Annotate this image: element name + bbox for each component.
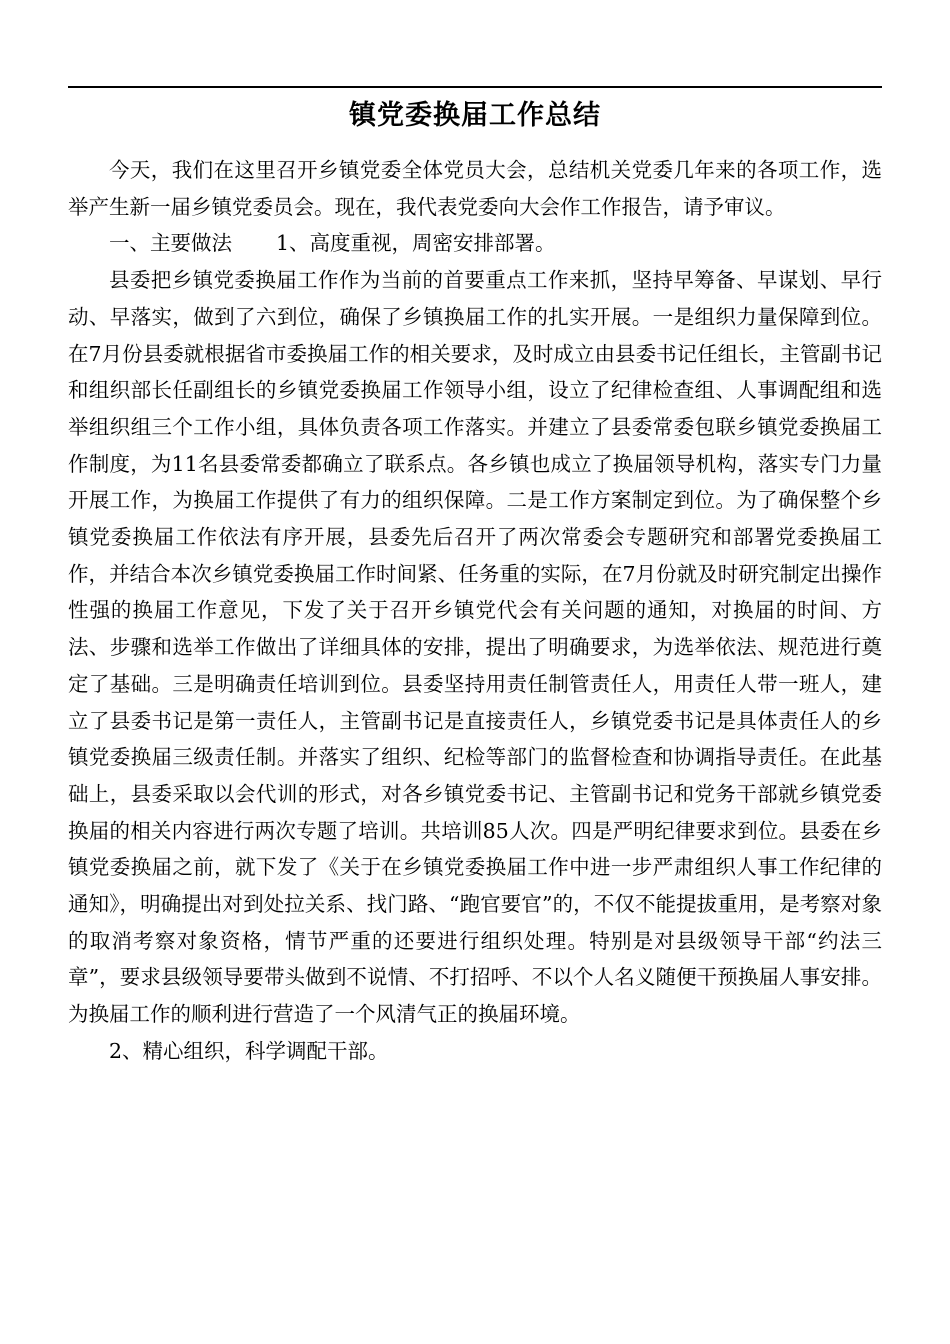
subsection1-heading: 1、高度重视，周密安排部署。 <box>276 231 556 256</box>
subsection2-heading: 2、精心组织，科学调配干部。 <box>109 1038 389 1063</box>
document-title: 镇党委换届工作总结 <box>349 100 601 131</box>
section1-heading: 一、主要做法 <box>109 231 232 256</box>
section-heading-line <box>68 225 882 262</box>
document-body <box>68 150 882 1070</box>
header-rule <box>68 86 882 88</box>
intro-paragraph: 今天，我们在这里召开乡镇党委全体党员大会，总结机关党委几年来的各项工作，选举产生新一届乡镇党委员会。现在，我代表党委向大会作工作报告，请予审议。 <box>68 158 882 219</box>
body-paragraph: 县委把乡镇党委换届工作作为当前的首要重点工作来抓，坚持早筹备、早谋划、早行动、早落实，做到了六到位，确保了乡镇换届工作的扎实开展。一是组织力量保障到位。在7月份县委就根据省市委换届工作的相关要求，及时成立由县委书记任组长，主管副书记和组织部长任副组长的乡镇党委换届工作领导小组，设立了纪律检查组、人事调配组和选举组织组三个工作小组，具体负责各项工作落实。并建立了县委常委包联乡镇党委换届工作制度，为11名县委常委都确立了联系点。各乡镇也成立了换届领导机构，落实专门力量开展工作，为换届工作提供了有力的组织保障。二是工作方案制定到位。为了确保整个乡镇党委换届工作依法有序开展，县委先后召开了两次常委会专题研究和部署党委换届工作，并结合本次乡镇党委换届工作时间紧、任务重的实际，在7月份就及时研究制定出操作性强的换届工作意见，下发了关于召开乡镇党代会有关问题的通知，对换届的时间、方法、步骤和选举工作做出了详细具体的安排，提出了明确要求，为选举依法、规范进行奠定了基础。三是明确责任培训到位。县委坚持用责任制管责任人，用责任人带一班人，建立了县委书记是第一责任人，主管副书记是直接责任人，乡镇党委书记是具体责任人的乡镇党委换届三级责任制。并落实了组织、纪检等部门的监督检查和协调指导责任。在此基础上，县委采取以会代训的形式，对各乡镇党委书记、主管副书记和党务干部就乡镇党委换届的相关内容进行两次专题了培训。共培训85人次。四是严明纪律要求到位。县委在乡镇党委换届之前，就下发了《关于在乡镇党委换届工作中进一步严肃组织人事工作纪律的通知》，明确提出对到处拉关系、找门路、“跑官要官”的，不仅不能提拔重用，是考察对象的取消考察对象资格，情节严重的还要进行组织处理。特别是对县级领导干部“约法三章”，要求县级领导要带头做到不说情、不打招呼、不以个人名义随便干预换届人事安排。为换届工作的顺利进行营造了一个风清气正的换届环境。 <box>68 268 882 1027</box>
